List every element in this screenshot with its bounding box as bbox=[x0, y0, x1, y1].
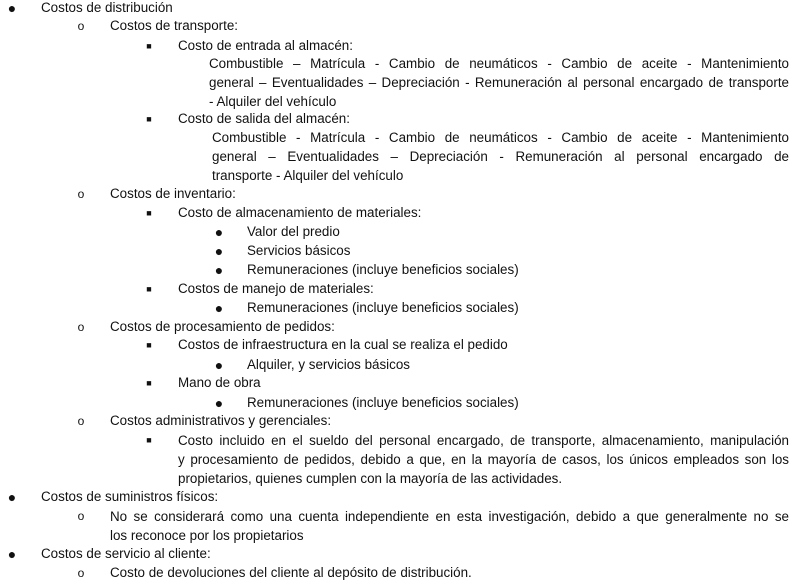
text-line: Combustible – Matrícula - Cambio de neumáticos - Cambio de aceite - Mantenimiento bbox=[209, 56, 789, 71]
item-costos-infraestructura: Costos de infraestructura en la cual se realiza el pedido bbox=[178, 337, 508, 352]
list-item: Remuneraciones (incluye beneficios sociales) bbox=[247, 262, 519, 277]
paragraph-costo-entrada bbox=[209, 54, 789, 111]
bullet-square-icon: ■ bbox=[146, 284, 152, 294]
bullet-disc-icon: ● bbox=[214, 243, 224, 259]
item-costos-distribucion: Costos de distribución bbox=[41, 0, 173, 15]
text-line: Costo incluido en el sueldo del personal encargado, de transporte, almacenamiento, manipulación bbox=[178, 433, 789, 448]
bullet-square-icon: ■ bbox=[146, 340, 152, 350]
list-item: Servicios básicos bbox=[247, 243, 351, 258]
text-line: transporte - Alquiler del vehículo bbox=[212, 168, 404, 183]
bullet-square-icon: ■ bbox=[146, 41, 152, 51]
paragraph-costo-salida bbox=[212, 128, 789, 185]
item-costos-manejo: Costos de manejo de materiales: bbox=[178, 281, 374, 296]
bullet-circle-icon: o bbox=[77, 566, 85, 580]
bullet-square-icon: ■ bbox=[146, 378, 152, 388]
bullet-circle-icon: o bbox=[77, 509, 85, 523]
bullet-disc-icon: ● bbox=[7, 489, 17, 505]
item-costos-transporte: Costos de transporte: bbox=[110, 18, 239, 33]
bullet-square-icon: ■ bbox=[146, 208, 152, 218]
bullet-disc-icon: ● bbox=[7, 0, 17, 16]
bullet-circle-icon: o bbox=[77, 19, 85, 33]
text-line: y procesamiento de pedidos, debido a que, en la mayoría de casos, los únicos empleados son los bbox=[178, 452, 789, 467]
item-mano-obra: Mano de obra bbox=[178, 375, 261, 390]
list-item: Alquiler, y servicios básicos bbox=[247, 357, 410, 372]
list-item: Valor del predio bbox=[247, 224, 340, 239]
bullet-disc-icon: ● bbox=[214, 262, 224, 278]
bullet-disc-icon: ● bbox=[214, 395, 224, 411]
text-line: general – Eventualidades – Depreciación - Remuneración al personal encargado de bbox=[212, 149, 789, 164]
item-costo-entrada: Costo de entrada al almacén: bbox=[178, 38, 353, 53]
item-costos-servicio: Costos de servicio al cliente: bbox=[41, 546, 211, 561]
item-costo-devoluciones: Costo de devoluciones del cliente al depósito de distribución. bbox=[110, 565, 472, 580]
text-line: los reconoce por los propietarios bbox=[110, 528, 304, 543]
item-costos-suministros: Costos de suministros físicos: bbox=[41, 489, 219, 504]
text-line: Combustible - Matrícula - Cambio de neumáticos - Cambio de aceite - Mantenimiento bbox=[212, 130, 789, 145]
list-item: Remuneraciones (incluye beneficios sociales) bbox=[247, 395, 519, 410]
item-costo-almacenamiento: Costo de almacenamiento de materiales: bbox=[178, 205, 422, 220]
bullet-disc-icon: ● bbox=[214, 357, 224, 373]
item-costos-pedidos: Costos de procesamiento de pedidos: bbox=[110, 319, 335, 334]
bullet-disc-icon: ● bbox=[214, 300, 224, 316]
bullet-square-icon: ■ bbox=[146, 114, 152, 124]
item-costos-administrativos: Costos administrativos y gerenciales: bbox=[110, 413, 332, 428]
text-line: propietarios, quienes cumplen con la mayoría de las actividades. bbox=[178, 471, 563, 486]
item-costos-inventario: Costos de inventario: bbox=[110, 186, 236, 201]
paragraph-costos-suministros bbox=[110, 507, 789, 545]
list-item: Remuneraciones (incluye beneficios sociales) bbox=[247, 300, 519, 315]
text-line: general – Eventualidades – Depreciación - Remuneración al personal encargado de transporte bbox=[209, 75, 789, 90]
bullet-circle-icon: o bbox=[77, 187, 85, 201]
bullet-circle-icon: o bbox=[77, 414, 85, 428]
item-costo-salida: Costo de salida del almacén: bbox=[178, 111, 350, 126]
text-line: No se considerará como una cuenta independiente en esta investigación, debido a que generalmente no se bbox=[110, 509, 789, 524]
paragraph-costos-administrativos bbox=[178, 431, 789, 488]
bullet-square-icon: ■ bbox=[146, 435, 152, 445]
bullet-disc-icon: ● bbox=[7, 546, 17, 562]
bullet-disc-icon: ● bbox=[214, 224, 224, 240]
text-line: - Alquiler del vehículo bbox=[209, 94, 337, 109]
bullet-circle-icon: o bbox=[77, 320, 85, 334]
